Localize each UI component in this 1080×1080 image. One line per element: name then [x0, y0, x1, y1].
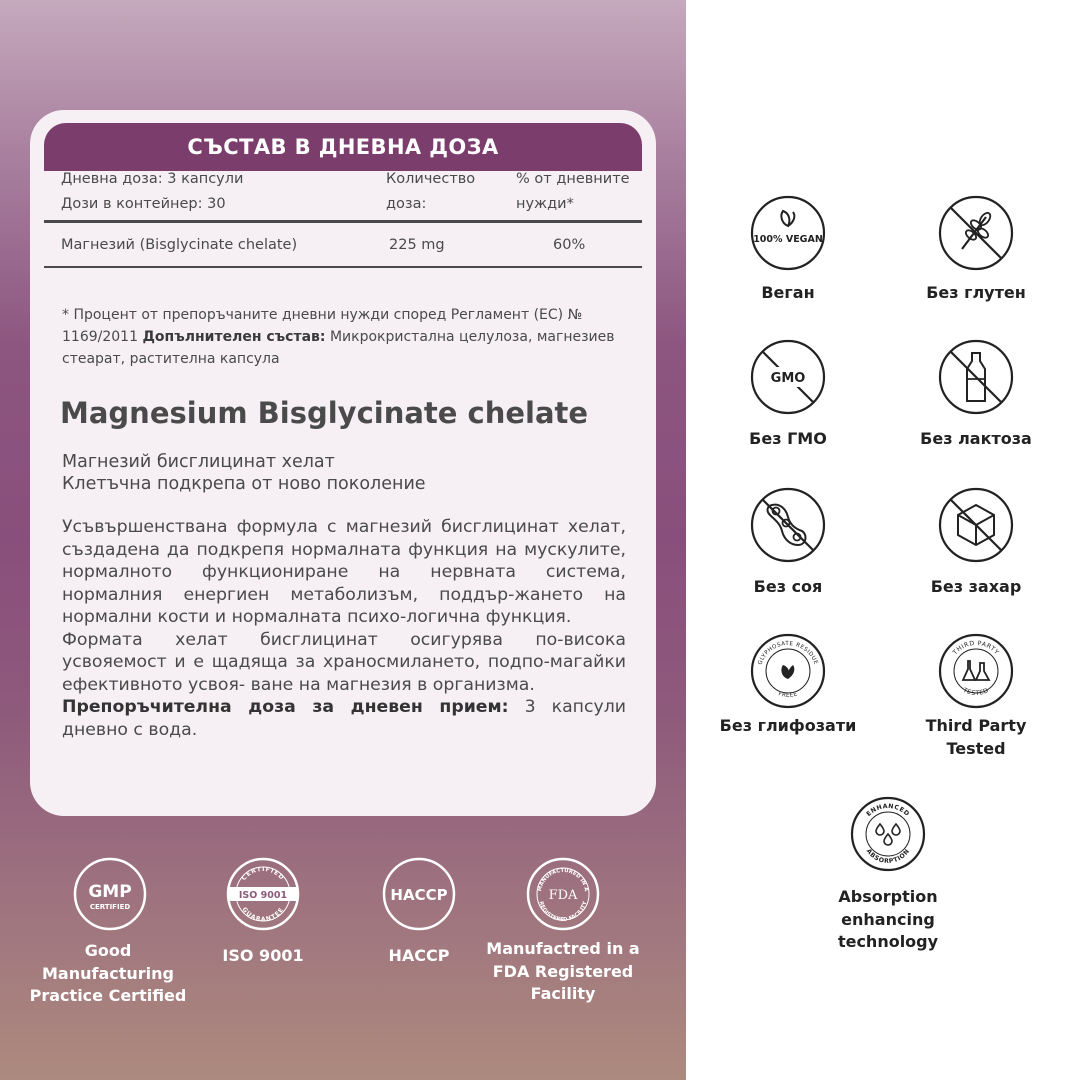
daily-value-column-header: % от дневните [516, 171, 630, 187]
gmp-icon-subtext: CERTIFIED [89, 903, 131, 911]
third-party-icon-bottom-text: TESTED [961, 686, 991, 698]
no-sugar-label: Без захар [930, 577, 1022, 596]
third-party-icon-top-text: THIRD PARTY [951, 639, 1001, 657]
no-lactose-bottle-icon [938, 339, 1014, 415]
third-party-tested-icon [938, 633, 1014, 709]
product-tagline: Клетъчна подкрепа от ново поколение [62, 474, 426, 494]
no-gmo-label: Без ГМО [749, 429, 827, 448]
gmp-certified-label: Good Manufacturing Practice Certified [29, 941, 187, 1005]
footnote-text: * Процент от препоръчаните дневни нужди според Регламент (ЕС) № 1169/2011 [62, 307, 583, 345]
no-lactose-label: Без лактоза [920, 429, 1032, 448]
no-gluten-label: Без глутен [926, 283, 1026, 302]
recommended-dose-text: 3 капсули дневно с вода. [62, 697, 626, 740]
product-description [62, 516, 626, 741]
servings-per-container-text: Дози в контейнер: 30 [61, 196, 226, 212]
amount-column-header-line2: доза: [386, 196, 427, 212]
third-party-tested-label: Third Party Tested [925, 716, 1027, 758]
no-soy-label: Без соя [753, 577, 823, 596]
ingredient-amount: 225 mg [389, 237, 445, 253]
absorption-label: Absorption enhancing technology [837, 887, 939, 951]
footnote [62, 304, 634, 370]
svg-text:GUARANTEE [240, 906, 285, 923]
no-sugar-cube-icon [938, 487, 1014, 563]
svg-text:GLYPHOSATE RESIDUE [757, 641, 818, 666]
iso-icon-bottom-text: GUARANTEE [240, 906, 286, 924]
ingredient-name: Магнезий (Bisglycinate chelate) [61, 237, 298, 253]
amount-column-header: Количество [386, 171, 476, 187]
fda-facility-icon [526, 857, 600, 931]
table-divider-thick [44, 220, 642, 223]
recommended-dose-label: Препоръчителна доза за дневен прием: [62, 697, 509, 717]
glyphosate-icon-bottom-text: FREEE [777, 691, 799, 700]
vegan-icon-text: 100% VEGAN [753, 234, 823, 245]
fda-facility-label: Manufactred in a FDA Registered Facility [486, 939, 640, 1003]
glyphosate-icon-top-text: GLYPHOSATE RESIDUE [757, 640, 819, 666]
description-paragraph-1: Усъвършенствана формула с магнезий бисглицинат хелат, създадена да подкрепя нормалната функция на мускулите, нормалното функциониране на нервната система, нормалния енергиен метаболизъм, поддър-жането на нормални кости и нормалната психо-логична функция. [62, 517, 626, 627]
footnote-additional-text: Микрокристална целулоза, магнезиев стеарат, растителна капсула [62, 329, 615, 367]
iso-9001-icon [226, 857, 300, 931]
svg-text:REGISTERED FACILITY [538, 901, 589, 923]
haccp-icon-text: HACCP [390, 886, 448, 904]
gmo-icon-text: GMO [770, 371, 806, 386]
daily-dose-text: Дневна доза: 3 капсули [61, 171, 244, 187]
svg-text:CERTIFIED [240, 866, 285, 882]
haccp-label: HACCP [388, 946, 450, 965]
iso-icon-text: ISO 9001 [238, 890, 288, 901]
fda-icon-bottom-text: REGISTERED FACILITY [537, 900, 589, 924]
supplement-facts-header: СЪСТАВ В ДНЕВНА ДОЗА [44, 123, 642, 171]
product-subtitle: Магнезий бисглицинат хелат [62, 452, 335, 472]
fda-icon-top-text: MANUFACTURED IN A [537, 867, 589, 892]
ingredient-percent: 60% [553, 237, 586, 253]
table-divider-thin [44, 266, 642, 268]
vegan-label: Веган [761, 283, 815, 302]
fda-icon-text: FDA [548, 888, 578, 903]
gmp-certified-icon [73, 857, 147, 931]
absorption-icon-bottom-text: ABSORPTION [864, 847, 912, 866]
gmp-icon-text: GMP [88, 882, 132, 902]
svg-text:THIRD PARTY [951, 640, 1000, 657]
no-soy-icon [750, 487, 826, 563]
svg-text:TESTED [961, 686, 990, 697]
daily-value-column-header-line2: нужди* [516, 196, 574, 212]
iso-9001-label: ISO 9001 [222, 946, 304, 965]
enhanced-absorption-icon [850, 796, 926, 872]
glyphosate-residue-free-icon [750, 633, 826, 709]
footnote-additional-label: Допълнителен състав: [142, 329, 326, 345]
recommended-dose [62, 696, 626, 741]
glyphosate-free-label: Без глифозати [719, 716, 857, 735]
iso-icon-top-text: CERTIFIED [240, 865, 286, 882]
product-title: Magnesium Bisglycinate chelate [60, 396, 589, 430]
svg-text:ENHANCED [865, 803, 910, 818]
no-gmo-icon [750, 339, 826, 415]
no-gluten-wheat-icon [938, 195, 1014, 271]
absorption-icon-top-text: ENHANCED [865, 802, 911, 818]
vegan-leaf-icon [750, 195, 826, 271]
haccp-icon [382, 857, 456, 931]
description-paragraph-2: Формата хелат бисглицинат осигурява по-висока усвояемост и е щадяща за храносмилането, подпо-магайки ефективното усвоя- ване на магнезия в организма. [62, 629, 626, 695]
svg-text:FREEE [777, 691, 798, 699]
